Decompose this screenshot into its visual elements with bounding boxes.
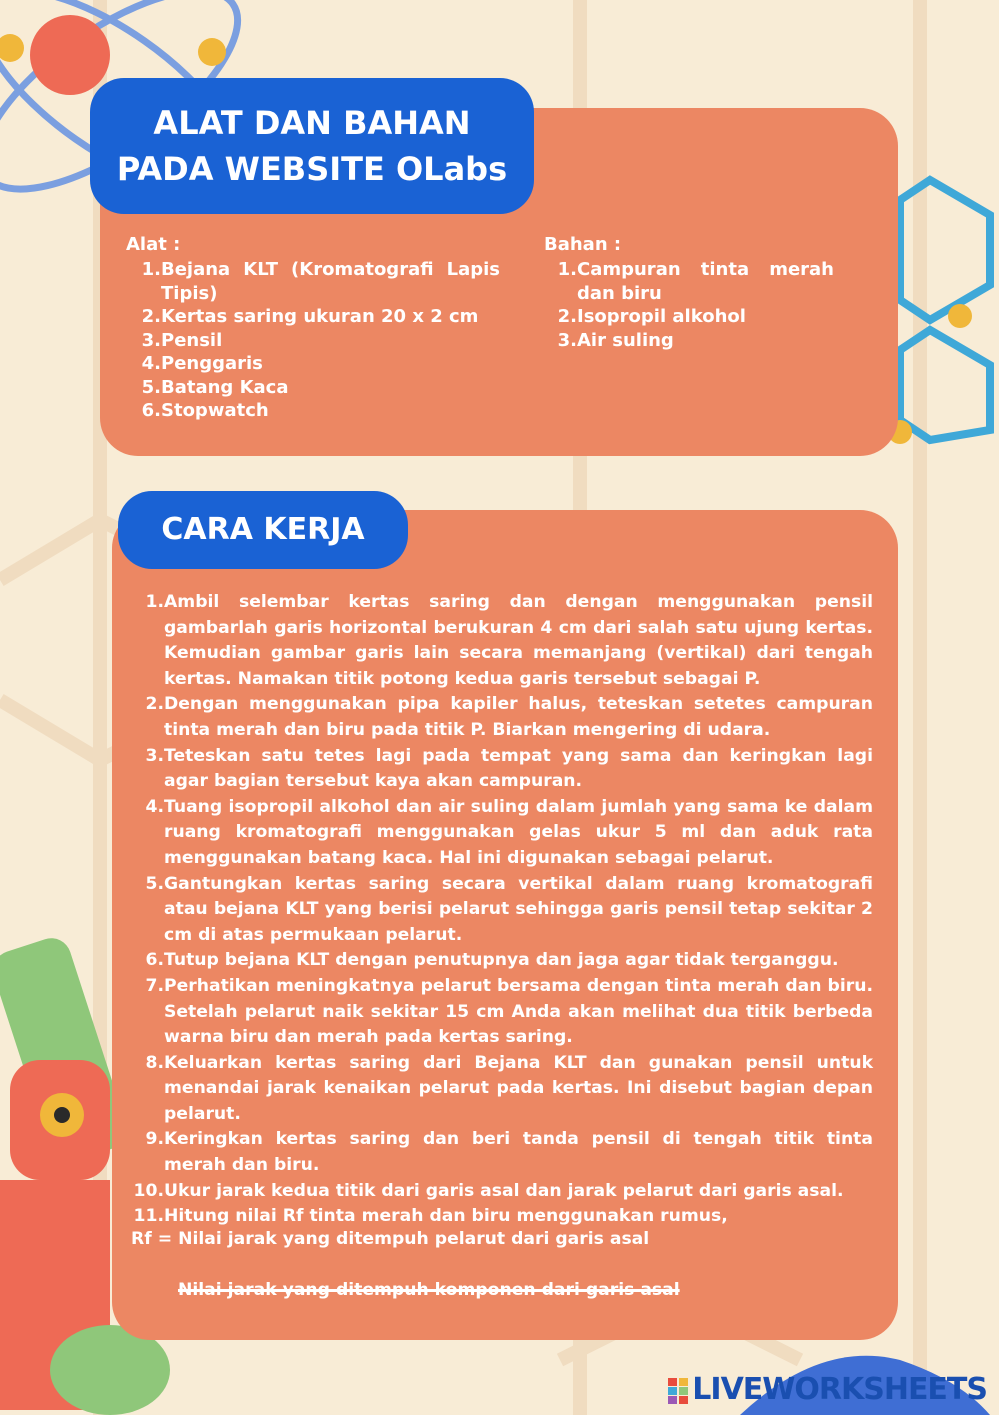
procedure-title: CARA KERJA <box>118 491 408 569</box>
step-item-number: 10. <box>133 1180 164 1201</box>
logo-icon <box>668 1377 688 1403</box>
bahan-item-number: 2. <box>557 306 577 327</box>
alat-item-text: Penggaris <box>161 353 263 374</box>
step-item-text: Dengan menggunakan pipa kapiler halus, teteskan setetes campuran tinta merah dan biru pada titik P. Biarkan mengering di udara. <box>164 694 873 740</box>
liveworksheets-logo <box>668 1372 987 1407</box>
step-item-number: 9. <box>145 1129 164 1150</box>
step-item <box>132 1179 873 1205</box>
step-item <box>132 795 873 872</box>
alat-item-text: Bejana KLT (Kromatografi Lapis Tipis) <box>161 259 500 304</box>
step-item-number: 4. <box>145 796 164 817</box>
alat-item-number: 3. <box>141 329 161 351</box>
step-item-number: 11. <box>133 1206 164 1227</box>
step-item-number: 3. <box>145 745 164 766</box>
rf-formula-numerator: Rf = Nilai jarak yang ditempuh pelarut dari garis asal <box>131 1229 650 1249</box>
step-item <box>132 1127 873 1178</box>
alat-item-number: 5. <box>141 376 161 398</box>
step-item-text: Tuang isopropil alkohol dan air suling dalam jumlah yang sama ke dalam ruang kromatografi menggunakan gelas ukur 5 ml dan aduk rata menggunakan batang kaca. Hal ini digunakan sebagai pelarut. <box>164 796 873 868</box>
bahan-item-number: 3. <box>557 329 577 351</box>
step-item-number: 6. <box>145 950 164 971</box>
step-item <box>132 948 873 974</box>
step-item-text: Tutup bejana KLT dengan penutupnya dan jaga agar tidak terganggu. <box>164 950 839 971</box>
step-item-text: Teteskan satu tetes lagi pada tempat yang sama dan keringkan lagi agar bagian tersebut kaya akan campuran. <box>164 745 873 792</box>
step-item <box>132 974 873 1051</box>
step-item-number: 8. <box>145 1052 164 1073</box>
step-item-text: Gantungkan kertas saring secara vertikal dalam ruang kromatografi atau bejana KLT yang berisi pelarut sehingga garis pensil tetap sekitar 2 cm di atas permukaan pelarut. <box>164 873 873 945</box>
hexagon-illustration <box>888 180 990 444</box>
alat-item <box>132 305 500 329</box>
bahan-list <box>552 258 834 352</box>
step-item <box>132 872 873 949</box>
alat-item-number: 6. <box>141 400 161 421</box>
alat-item-number: 1. <box>141 259 161 280</box>
alat-item-number: 4. <box>141 353 161 374</box>
procedure-steps <box>132 590 873 1230</box>
bahan-label: Bahan : <box>544 234 622 255</box>
alat-item <box>132 376 500 400</box>
step-item <box>132 744 873 795</box>
logo-text: LIVEWORKSHEETS <box>692 1372 987 1407</box>
alat-item-text: Kertas saring ukuran 20 x 2 cm <box>161 306 479 327</box>
step-item-text: Keluarkan kertas saring dari Bejana KLT dan gunakan pensil untuk menandai jarak kenaikan pelarut pada kertas. Ini disebut bagian depan pelarut. <box>164 1052 873 1124</box>
alat-item-text: Batang Kaca <box>161 376 289 398</box>
alat-item <box>132 352 500 376</box>
step-item-number: 5. <box>145 873 164 894</box>
rf-formula-denominator: Nilai jarak yang ditempuh komponen dari garis asal <box>178 1280 680 1300</box>
step-item-text: Hitung nilai Rf tinta merah dan biru menggunakan rumus, <box>164 1206 728 1227</box>
title-line-1: ALAT DAN BAHAN <box>153 104 471 142</box>
alat-item <box>132 329 500 353</box>
step-item-text: Ukur jarak kedua titik dari garis asal dan jarak pelarut dari garis asal. <box>164 1180 844 1201</box>
step-item-text: Ambil selembar kertas saring dan dengan menggunakan pensil gambarlah garis horizontal berukuran 4 cm dari salah satu ujung kertas. Kemudian gambar garis lain secara memanjang (vertikal) dari tengah kertas. Namakan titik potong kedua garis tersebut sebagai P. <box>164 592 873 689</box>
bahan-item <box>552 329 834 353</box>
title-line-2: PADA WEBSITE OLabs <box>116 150 508 188</box>
tools-materials-title <box>90 78 534 214</box>
bahan-item-text: Campuran tinta merah dan biru <box>577 259 834 304</box>
step-item <box>132 1051 873 1128</box>
alat-label: Alat : <box>126 234 181 255</box>
step-item-number: 1. <box>145 592 164 612</box>
step-item <box>132 590 873 692</box>
step-item-number: 7. <box>145 975 164 996</box>
alat-item <box>132 399 500 423</box>
step-item-number: 2. <box>145 694 164 715</box>
step-item-text: Keringkan kertas saring dan beri tanda pensil di tengah titik tinta merah dan biru. <box>164 1129 873 1176</box>
step-item <box>132 1204 873 1230</box>
bahan-item <box>552 305 834 329</box>
alat-item <box>132 258 500 305</box>
bahan-item-number: 1. <box>557 259 577 280</box>
alat-item-number: 2. <box>141 306 161 327</box>
step-item-text: Perhatikan meningkatnya pelarut bersama dengan tinta merah dan biru. Setelah pelarut naik sekitar 15 cm Anda akan melihat dua titik berbeda warna biru dan merah pada kertas saring. <box>164 975 873 1048</box>
bahan-item-text: Air suling <box>577 329 674 351</box>
bahan-item <box>552 258 834 305</box>
alat-list <box>132 258 500 423</box>
alat-item-text: Stopwatch <box>161 400 269 421</box>
step-item <box>132 692 873 743</box>
bahan-item-text: Isopropil alkohol <box>577 306 746 327</box>
alat-item-text: Pensil <box>161 329 223 351</box>
